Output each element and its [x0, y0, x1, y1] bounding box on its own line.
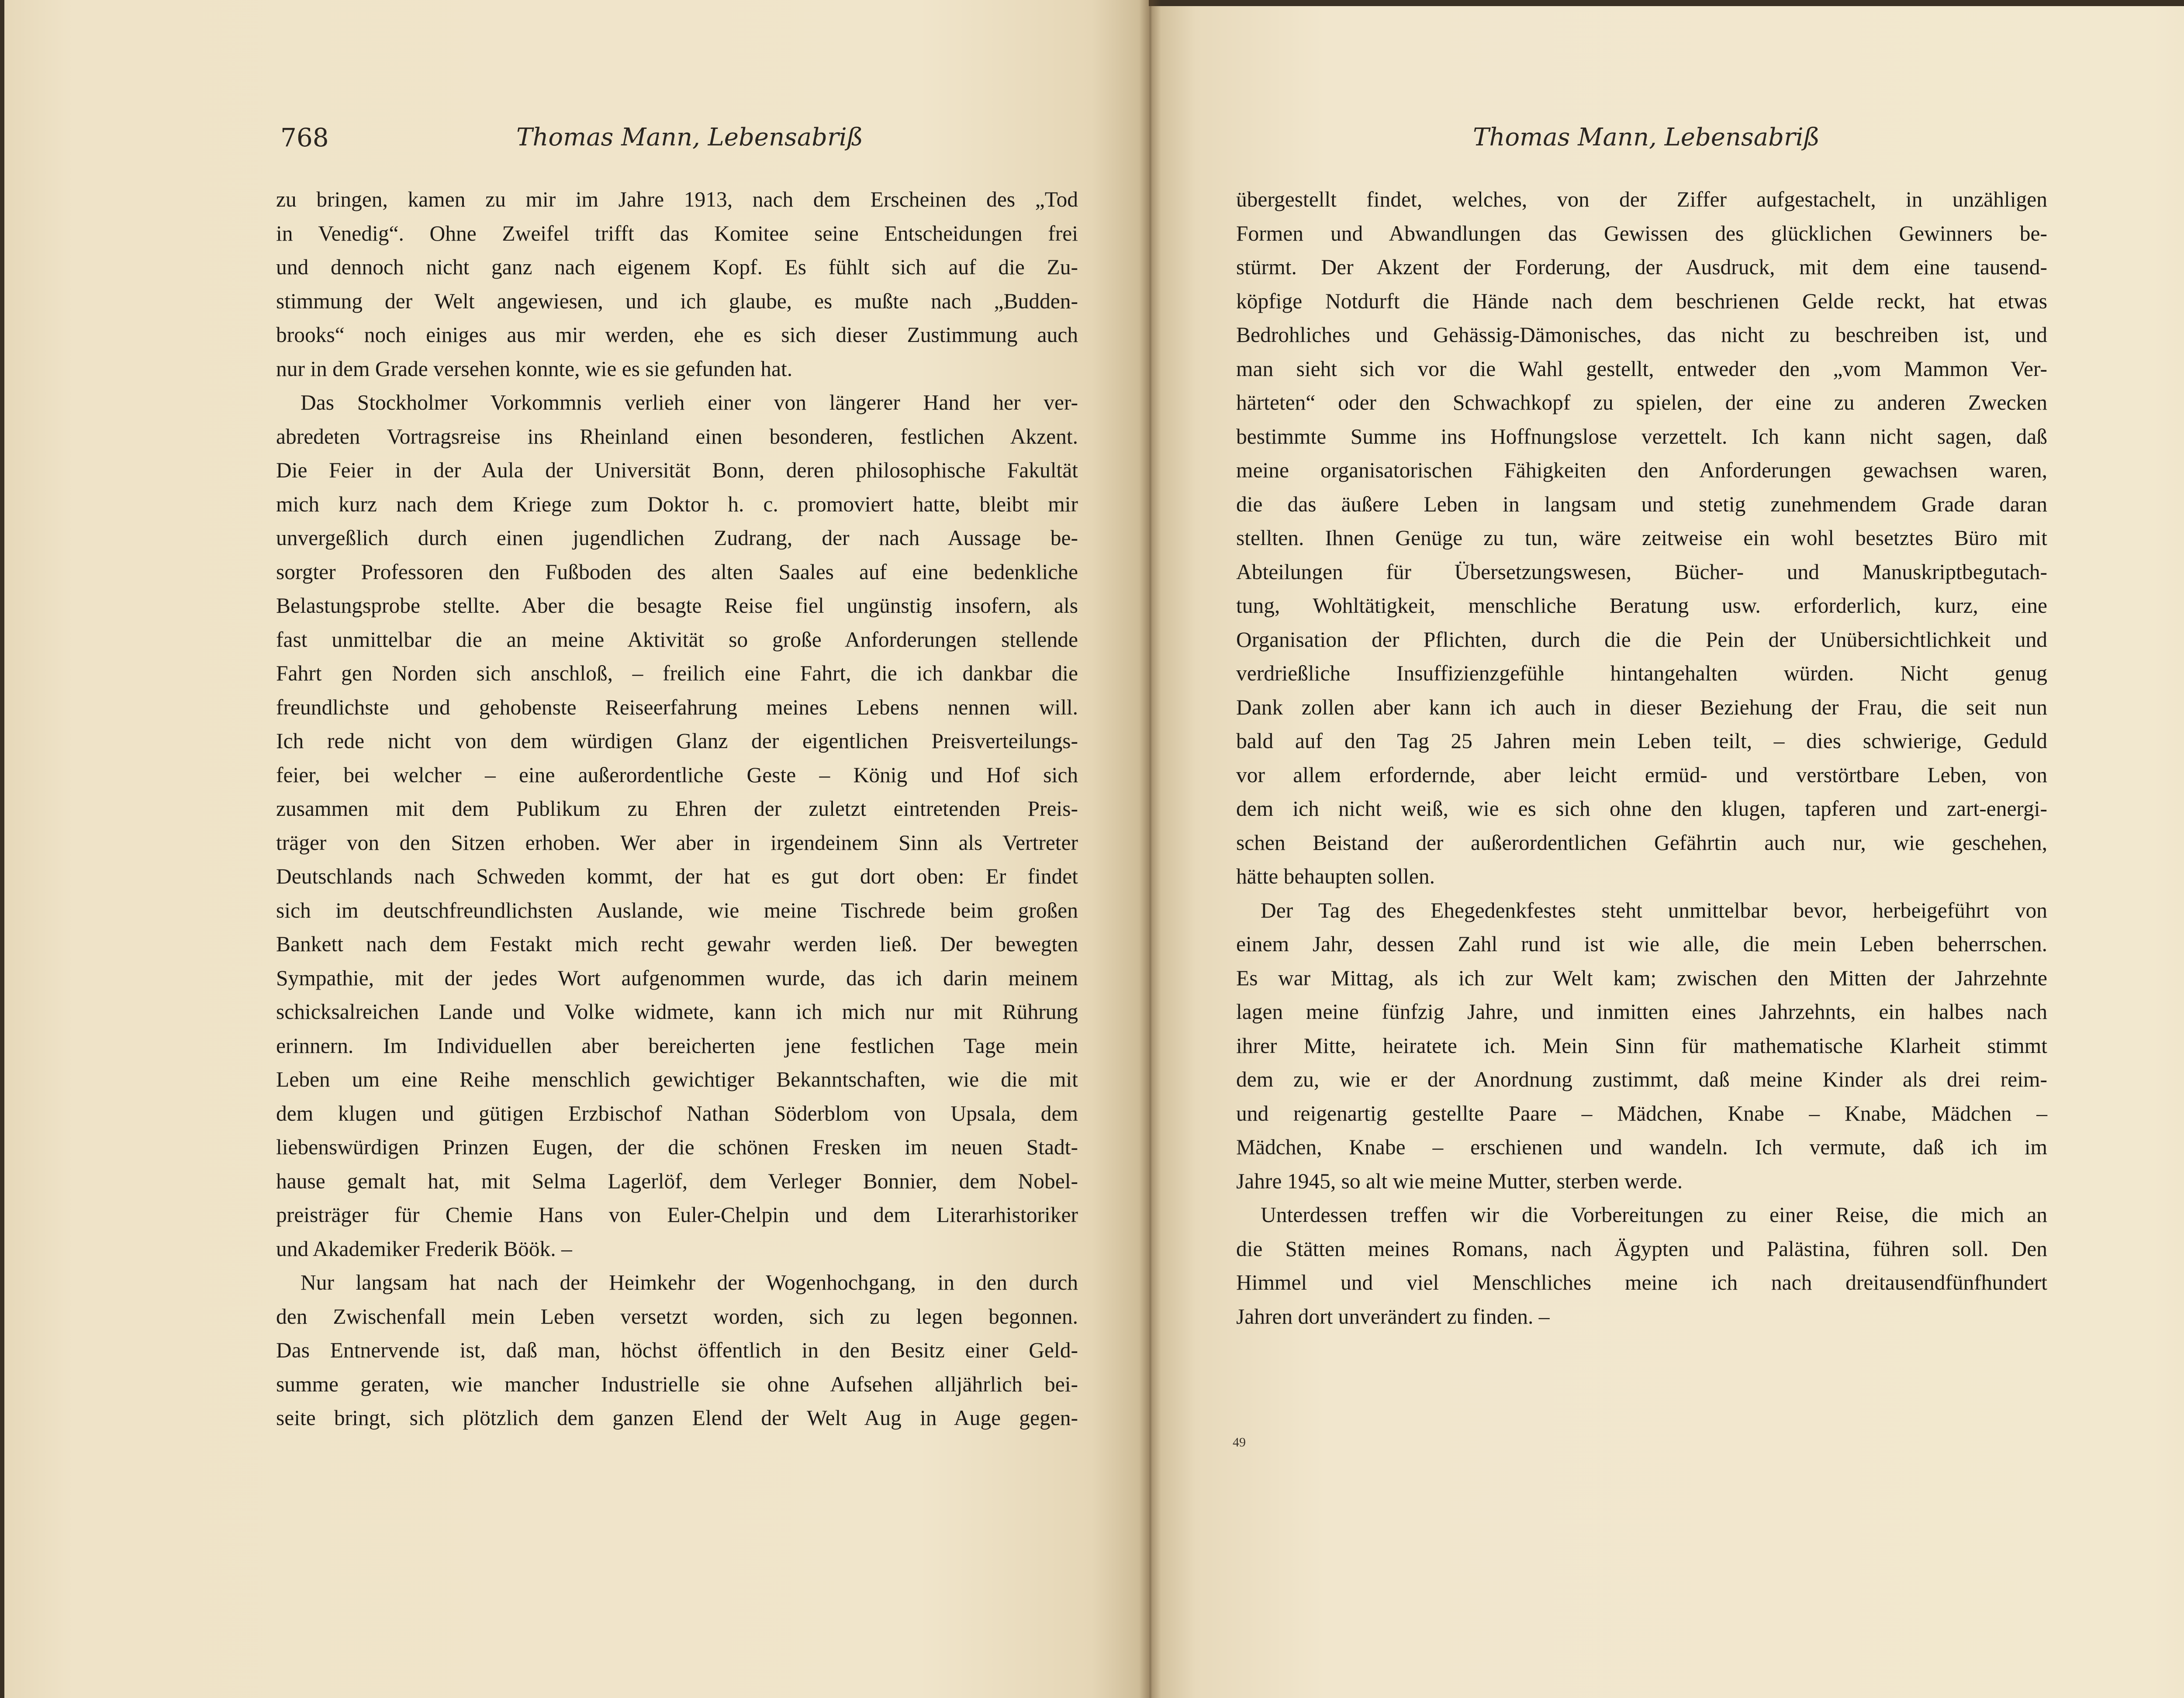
- text-line: tung, Wohltätigkeit, menschliche Beratung usw. erforderlich, kurz, eine: [1236, 594, 2047, 618]
- text-line: Mädchen, Knabe – erschienen und wandeln. Ich vermute, daß ich im: [1236, 1135, 2047, 1159]
- text-line: ihrer Mitte, heiratete ich. Mein Sinn für mathematische Klarheit stimmt: [1236, 1033, 2047, 1058]
- book-gutter: [1139, 0, 1161, 1698]
- text-line: fast unmittelbar die an meine Aktivität so große Anforderungen stellende: [276, 627, 1078, 652]
- text-line: Unterdessen treffen wir die Vorbereitungen zu einer Reise, die mich an: [1261, 1203, 2047, 1227]
- text-line: den Zwischenfall mein Leben versetzt worden, sich zu legen begonnen.: [276, 1304, 1078, 1329]
- text-line: Es war Mittag, als ich zur Welt kam; zwischen den Mitten der Jahrzehnte: [1236, 966, 2047, 990]
- text-line: dem zu, wie er der Anordnung zustimmt, daß meine Kinder als drei reim-: [1236, 1067, 2047, 1091]
- text-line: träger von den Sitzen erhoben. Wer aber in irgendeinem Sinn als Vertreter: [276, 830, 1078, 855]
- text-line: stellten. Ihnen Genüge zu tun, wäre zeitweise ein wohl besetztes Büro mit: [1236, 526, 2047, 550]
- text-line: meine organisatorischen Fähigkeiten den Anforderungen gewachsen waren,: [1236, 458, 2047, 482]
- text-line: hause gemalt hat, mit Selma Lagerlöf, dem Verleger Bonnier, dem Nobel-: [276, 1169, 1078, 1193]
- text-line: seite bringt, sich plötzlich dem ganzen Elend der Welt Aug in Auge gegen-: [276, 1406, 1078, 1430]
- text-line: dem klugen und gütigen Erzbischof Nathan Söderblom von Upsala, dem: [276, 1101, 1078, 1125]
- text-line: stürmt. Der Akzent der Forderung, der Ausdruck, mit dem eine tausend-: [1236, 255, 2047, 279]
- text-line: Belastungsprobe stellte. Aber die besagte Reise fiel ungünstig insofern, als: [276, 594, 1078, 618]
- text-line: feier, bei welcher – eine außerordentliche Geste – König und Hof sich: [276, 763, 1078, 787]
- text-line: einem Jahr, dessen Zahl rund ist wie alle, die mein Leben beherrschen.: [1236, 932, 2047, 956]
- text-line: summe geraten, wie mancher Industrielle sie ohne Aufsehen alljährlich bei-: [276, 1372, 1078, 1396]
- text-line: Die Feier in der Aula der Universität Bonn, deren philosophische Fakultät: [276, 458, 1078, 482]
- text-line: Fahrt gen Norden sich anschloß, – freilich eine Fahrt, die ich dankbar die: [276, 661, 1078, 685]
- right-running-title: Thomas Mann, Lebensabriß: [1473, 123, 1820, 152]
- text-line: Deutschlands nach Schweden kommt, der hat es gut dort oben: Er findet: [276, 864, 1078, 888]
- text-line: Das Stockholmer Vorkommnis verlieh einer von längerer Hand her ver-: [301, 390, 1078, 414]
- text-line: schicksalreichen Lande und Volke widmete, kann ich mich nur mit Rührung: [276, 1000, 1078, 1024]
- text-line: freundlichste und gehobenste Reiseerfahrung meines Lebens nennen will.: [276, 695, 1078, 719]
- text-line: Bedrohliches und Gehässig-Dämonisches, das nicht zu beschreiben ist, und: [1236, 323, 2047, 347]
- text-line: sich im deutschfreundlichsten Auslande, wie meine Tischrede beim großen: [276, 898, 1078, 922]
- text-line: übergestellt findet, welches, von der Ziffer aufgestachelt, in unzähligen: [1236, 187, 2047, 211]
- text-line: brooks“ noch einiges aus mir werden, ehe es sich dieser Zustimmung auch: [276, 323, 1078, 347]
- text-line: unvergeßlich durch einen jugendlichen Zudrang, der nach Aussage be-: [276, 526, 1078, 550]
- text-line: sorgter Professoren den Fußboden des alten Saales auf eine bedenkliche: [276, 559, 1078, 584]
- text-line: hätte behaupten sollen.: [1236, 864, 1435, 888]
- text-line: Organisation der Pflichten, durch die die Pein der Unübersichtlichkeit und: [1236, 627, 2047, 652]
- text-line: Bankett nach dem Festakt mich recht gewahr werden ließ. Der bewegten: [276, 932, 1078, 956]
- text-line: härteten“ oder den Schwachkopf zu spielen, der eine zu anderen Zwecken: [1236, 390, 2047, 414]
- text-line: Nur langsam hat nach der Heimkehr der Wogenhochgang, in den durch: [301, 1270, 1078, 1294]
- text-line: zusammen mit dem Publikum zu Ehren der zuletzt eintretenden Preis-: [276, 797, 1078, 821]
- text-line: preisträger für Chemie Hans von Euler-Chelpin und dem Literarhistoriker: [276, 1203, 1078, 1227]
- text-line: abredeten Vortragsreise ins Rheinland einen besonderen, festlichen Akzent.: [276, 424, 1078, 449]
- text-line: Abteilungen für Übersetzungswesen, Bücher- und Manuskriptbegutach-: [1236, 559, 2047, 584]
- text-line: lagen meine fünfzig Jahre, und inmitten eines Jahrzehnts, ein halbes nach: [1236, 1000, 2047, 1024]
- right-running-head: [1473, 118, 2184, 157]
- text-line: und reigenartig gestellte Paare – Mädchen, Knabe – Knabe, Mädchen –: [1236, 1101, 2047, 1125]
- right-page: [1149, 0, 2184, 1698]
- left-running-head: [280, 118, 1080, 157]
- text-line: bald auf den Tag 25 Jahren mein Leben teilt, – dies schwierige, Geduld: [1236, 729, 2047, 753]
- text-line: Leben um eine Reihe menschlich gewichtiger Bekanntschaften, wie die mit: [276, 1067, 1078, 1091]
- text-line: nur in dem Grade versehen konnte, wie es sie gefunden hat.: [276, 356, 793, 381]
- text-line: zu bringen, kamen zu mir im Jahre 1913, nach dem Erscheinen des „Tod: [276, 187, 1078, 211]
- text-line: und Akademiker Frederik Böök. –: [276, 1236, 572, 1261]
- text-line: Dank zollen aber kann ich auch in dieser Beziehung der Frau, die seit nun: [1236, 695, 2047, 719]
- text-line: Ich rede nicht von dem würdigen Glanz der eigentlichen Preisverteilungs-: [276, 729, 1078, 753]
- left-running-title: Thomas Mann, Lebensabriß: [516, 123, 864, 152]
- text-line: vor allem erfordernde, aber leicht ermüd- und verstörtbare Leben, von: [1236, 763, 2047, 787]
- left-folio: 768: [280, 123, 329, 152]
- right-text-block: [1236, 183, 2047, 1333]
- text-line: stimmung der Welt angewiesen, und ich glaube, es mußte nach „Budden-: [276, 289, 1078, 313]
- text-line: schen Beistand der außerordentlichen Gefährtin auch nur, wie geschehen,: [1236, 830, 2047, 855]
- text-line: bestimmte Summe ins Hoffnungslose verzettelt. Ich kann nicht sagen, daß: [1236, 424, 2047, 449]
- text-line: Jahren dort unverändert zu finden. –: [1236, 1304, 1550, 1329]
- text-line: Der Tag des Ehegedenkfestes steht unmittelbar bevor, herbeigeführt von: [1261, 898, 2047, 922]
- text-line: man sieht sich vor die Wahl gestellt, entweder den „vom Mammon Ver-: [1236, 356, 2047, 381]
- left-text-block: [276, 183, 1078, 1435]
- text-line: erinnern. Im Individuellen aber bereicherten jene festlichen Tage mein: [276, 1033, 1078, 1058]
- text-line: in Venedig“. Ohne Zweifel trifft das Komitee seine Entscheidungen frei: [276, 221, 1078, 245]
- text-line: liebenswürdigen Prinzen Eugen, der die schönen Fresken im neuen Stadt-: [276, 1135, 1078, 1159]
- text-line: köpfige Notdurft die Hände nach dem beschrienen Gelde reckt, hat etwas: [1236, 289, 2047, 313]
- text-line: die das äußere Leben in langsam und stetig zunehmendem Grade daran: [1236, 492, 2047, 516]
- text-line: Jahre 1945, so alt wie meine Mutter, sterben werde.: [1236, 1169, 1683, 1193]
- signature-mark: 49: [1233, 1435, 1246, 1450]
- text-line: Formen und Abwandlungen das Gewissen des glücklichen Gewinners be-: [1236, 221, 2047, 245]
- text-line: mich kurz nach dem Kriege zum Doktor h. c. promoviert hatte, bleibt mir: [276, 492, 1078, 516]
- text-line: Himmel und viel Menschliches meine ich nach dreitausendfünfhundert: [1236, 1270, 2047, 1294]
- text-line: verdrießliche Insuffizienzgefühle hintangehalten würden. Nicht genug: [1236, 661, 2047, 685]
- text-line: die Stätten meines Romans, nach Ägypten und Palästina, führen soll. Den: [1236, 1236, 2047, 1261]
- text-line: Sympathie, mit der jedes Wort aufgenommen wurde, das ich darin meinem: [276, 966, 1078, 990]
- text-line: dem ich nicht weiß, wie es sich ohne den klugen, tapferen und zart-energi-: [1236, 797, 2047, 821]
- text-line: und dennoch nicht ganz nach eigenem Kopf. Es fühlt sich auf die Zu-: [276, 255, 1078, 279]
- text-line: Das Entnervende ist, daß man, höchst öffentlich in den Besitz einer Geld-: [276, 1338, 1078, 1362]
